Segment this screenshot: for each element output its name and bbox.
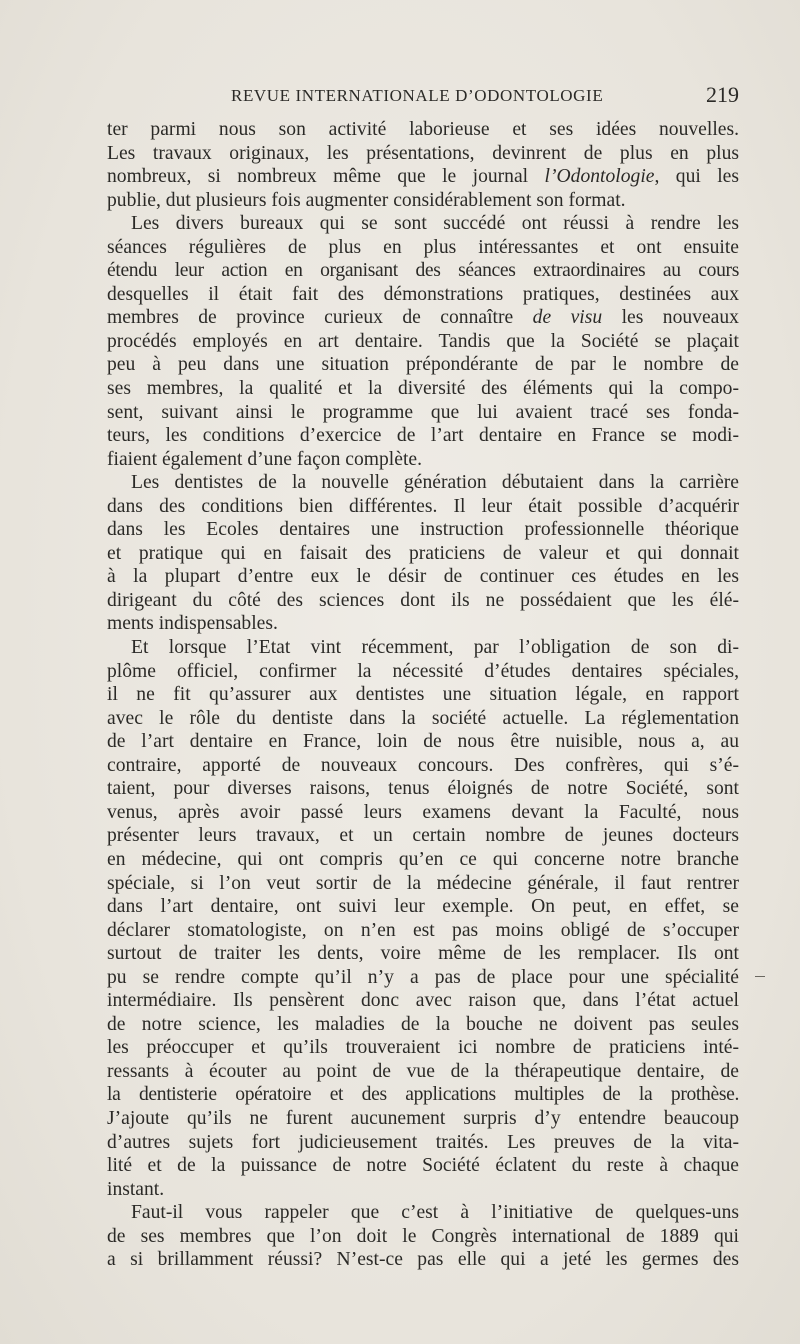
text-segment: teurs, les conditions d’exercice de l’art dentaire en France se modi- (107, 425, 739, 447)
text-line (107, 542, 739, 566)
text-line (107, 142, 739, 166)
text-segment: plôme officiel, confirmer la nécessité d’études dentaires spéciales, (107, 660, 739, 682)
text-segment: les nouveaux (602, 307, 739, 329)
text-segment: a si brillamment réussi? N’est-ce pas elle qui a jeté les germes des (107, 1249, 739, 1271)
body-text (107, 118, 739, 1272)
text-line (107, 1131, 739, 1155)
text-line (107, 989, 739, 1013)
text-line (107, 1154, 739, 1178)
text-line (107, 872, 739, 896)
text-segment: Faut-il vous rappeler que c’est à l’initiative de quelques-uns (131, 1202, 739, 1224)
text-segment: d’autres sujets fort judicieusement traités. Les preuves de la vita- (107, 1131, 739, 1153)
text-line (107, 306, 739, 330)
text-line (107, 942, 739, 966)
text-segment: et pratique qui en faisait des praticiens de valeur et qui donnait (107, 542, 739, 564)
text-segment: séances régulières de plus en plus intéressantes et ont ensuite (107, 236, 739, 258)
text-line (107, 518, 739, 542)
text-segment: de notre science, les maladies de la bouche ne doivent pas seules (107, 1013, 739, 1035)
text-line (107, 165, 739, 189)
text-segment: étendu leur action en organisant des séances extraordinaires au cours (107, 260, 739, 282)
text-line (107, 330, 739, 354)
text-line (107, 612, 739, 636)
text-segment: membres de province curieux de connaître (107, 307, 533, 329)
italic-segment: l’Odontologie (544, 166, 655, 188)
text-segment: intermédiaire. Ils pensèrent donc avec raison que, dans l’état actuel (107, 990, 739, 1012)
text-line (107, 824, 739, 848)
text-segment: Les divers bureaux qui se sont succédé ont réussi à rendre les (131, 213, 739, 235)
text-line (107, 401, 739, 425)
text-segment: dans l’art dentaire, ont suivi leur exemple. On peut, en effet, se (107, 896, 739, 918)
text-segment: Les travaux originaux, les présentations, devinrent de plus en plus (107, 142, 739, 164)
text-segment: nombreux, si nombreux même que le journal (107, 166, 545, 188)
text-segment: fiaient également d’une façon complète. (107, 448, 422, 470)
text-segment: desquelles il était fait des démonstrations pratiques, destinées aux (107, 283, 739, 305)
text-segment: dans les Ecoles dentaires une instruction professionnelle théorique (107, 519, 739, 541)
text-line (107, 1107, 739, 1131)
text-segment: venus, après avoir passé leurs examens devant la Faculté, nous (107, 801, 739, 823)
text-line (107, 848, 739, 872)
text-line (107, 895, 739, 919)
text-line (107, 424, 739, 448)
margin-mark (755, 976, 765, 977)
text-line (107, 919, 739, 943)
text-segment: Les dentistes de la nouvelle génération débutaient dans la carrière (131, 472, 739, 494)
text-segment: sent, suivant ainsi le programme que lui avaient tracé ses fonda- (107, 401, 739, 423)
text-segment: dirigeant du côté des sciences dont ils ne possédaient que les élé- (107, 589, 739, 611)
text-segment: Et lorsque l’Etat vint récemment, par l’obligation de son di- (131, 637, 739, 659)
running-title: REVUE INTERNATIONALE D’ODONTOLOGIE (231, 86, 604, 105)
text-line (107, 1083, 739, 1107)
text-segment: instant. (107, 1178, 165, 1200)
text-line (107, 730, 739, 754)
text-line (107, 353, 739, 377)
text-segment: déclarer stomatologiste, on n’en est pas moins obligé de s’occuper (107, 919, 739, 941)
text-line (107, 1248, 739, 1272)
text-segment: contraire, apporté de nouveaux concours. Des confrères, qui s’é- (107, 754, 739, 776)
text-line (107, 966, 739, 990)
text-segment: il ne fit qu’assurer aux dentistes une situation légale, en rapport (107, 684, 739, 706)
text-segment: procédés employés en art dentaire. Tandis que la Société se plaçait (107, 330, 739, 352)
text-line (107, 189, 739, 213)
text-segment: les préoccuper et qu’ils trouveraient ici nombre de praticiens inté- (107, 1037, 739, 1059)
text-line (107, 377, 739, 401)
text-segment: peu à peu dans une situation prépondérante de par le nombre de (107, 354, 739, 376)
text-segment: , qui les (654, 166, 739, 188)
text-segment: à la plupart d’entre eux le désir de continuer ces études en les (107, 566, 739, 588)
running-header (107, 82, 739, 114)
text-segment: publie, dut plusieurs fois augmenter considérablement son format. (107, 189, 626, 211)
text-line (107, 1036, 739, 1060)
text-segment: spéciale, si l’on veut sortir de la médecine générale, il faut rentrer (107, 872, 739, 894)
italic-segment: de visu (532, 307, 603, 329)
text-segment: de ses membres que l’on doit le Congrès international de 1889 qui (107, 1225, 739, 1247)
text-segment: ressants à écouter au point de vue de la thérapeutique dentaire, de (107, 1060, 739, 1082)
text-line (107, 565, 739, 589)
text-line (107, 1013, 739, 1037)
text-line (107, 471, 739, 495)
text-line (107, 754, 739, 778)
text-line (107, 1060, 739, 1084)
text-line (107, 259, 739, 283)
text-segment: avec le rôle du dentiste dans la société actuelle. La réglementation (107, 707, 739, 729)
text-segment: la dentisterie opératoire et des applications multiples de la prothèse. (107, 1084, 739, 1106)
text-segment: ments indispensables. (107, 613, 278, 635)
text-line (107, 589, 739, 613)
text-segment: surtout de traiter les dents, voire même de les remplacer. Ils ont (107, 943, 739, 965)
text-line (107, 777, 739, 801)
text-line (107, 212, 739, 236)
text-line (107, 283, 739, 307)
text-segment: pu se rendre compte qu’il n’y a pas de place pour une spécialité (107, 966, 739, 988)
text-segment: de l’art dentaire en France, loin de nous être nuisible, nous a, au (107, 731, 739, 753)
text-segment: ses membres, la qualité et la diversité des éléments qui la compo- (107, 378, 739, 400)
text-segment: taient, pour diverses raisons, tenus éloignés de notre Société, sont (107, 778, 739, 800)
text-line (107, 1225, 739, 1249)
text-line (107, 801, 739, 825)
page-number: 219 (706, 82, 739, 107)
text-segment: dans des conditions bien différentes. Il leur était possible d’acquérir (107, 495, 739, 517)
text-line (107, 236, 739, 260)
text-line (107, 707, 739, 731)
text-segment: ter parmi nous son activité laborieuse et ses idées nouvelles. (107, 119, 739, 140)
text-line (107, 118, 739, 142)
text-line (107, 1178, 739, 1202)
text-line (107, 636, 739, 660)
text-segment: lité et de la puissance de notre Société éclatent du reste à chaque (107, 1155, 739, 1177)
text-segment: en médecine, qui ont compris qu’en ce qui concerne notre branche (107, 848, 739, 870)
text-segment: J’ajoute qu’ils ne furent aucunement surpris d’y entendre beaucoup (107, 1107, 739, 1129)
text-segment: présenter leurs travaux, et un certain nombre de jeunes docteurs (107, 825, 739, 847)
text-line (107, 1201, 739, 1225)
text-line (107, 660, 739, 684)
text-line (107, 495, 739, 519)
text-line (107, 448, 739, 472)
text-line (107, 683, 739, 707)
